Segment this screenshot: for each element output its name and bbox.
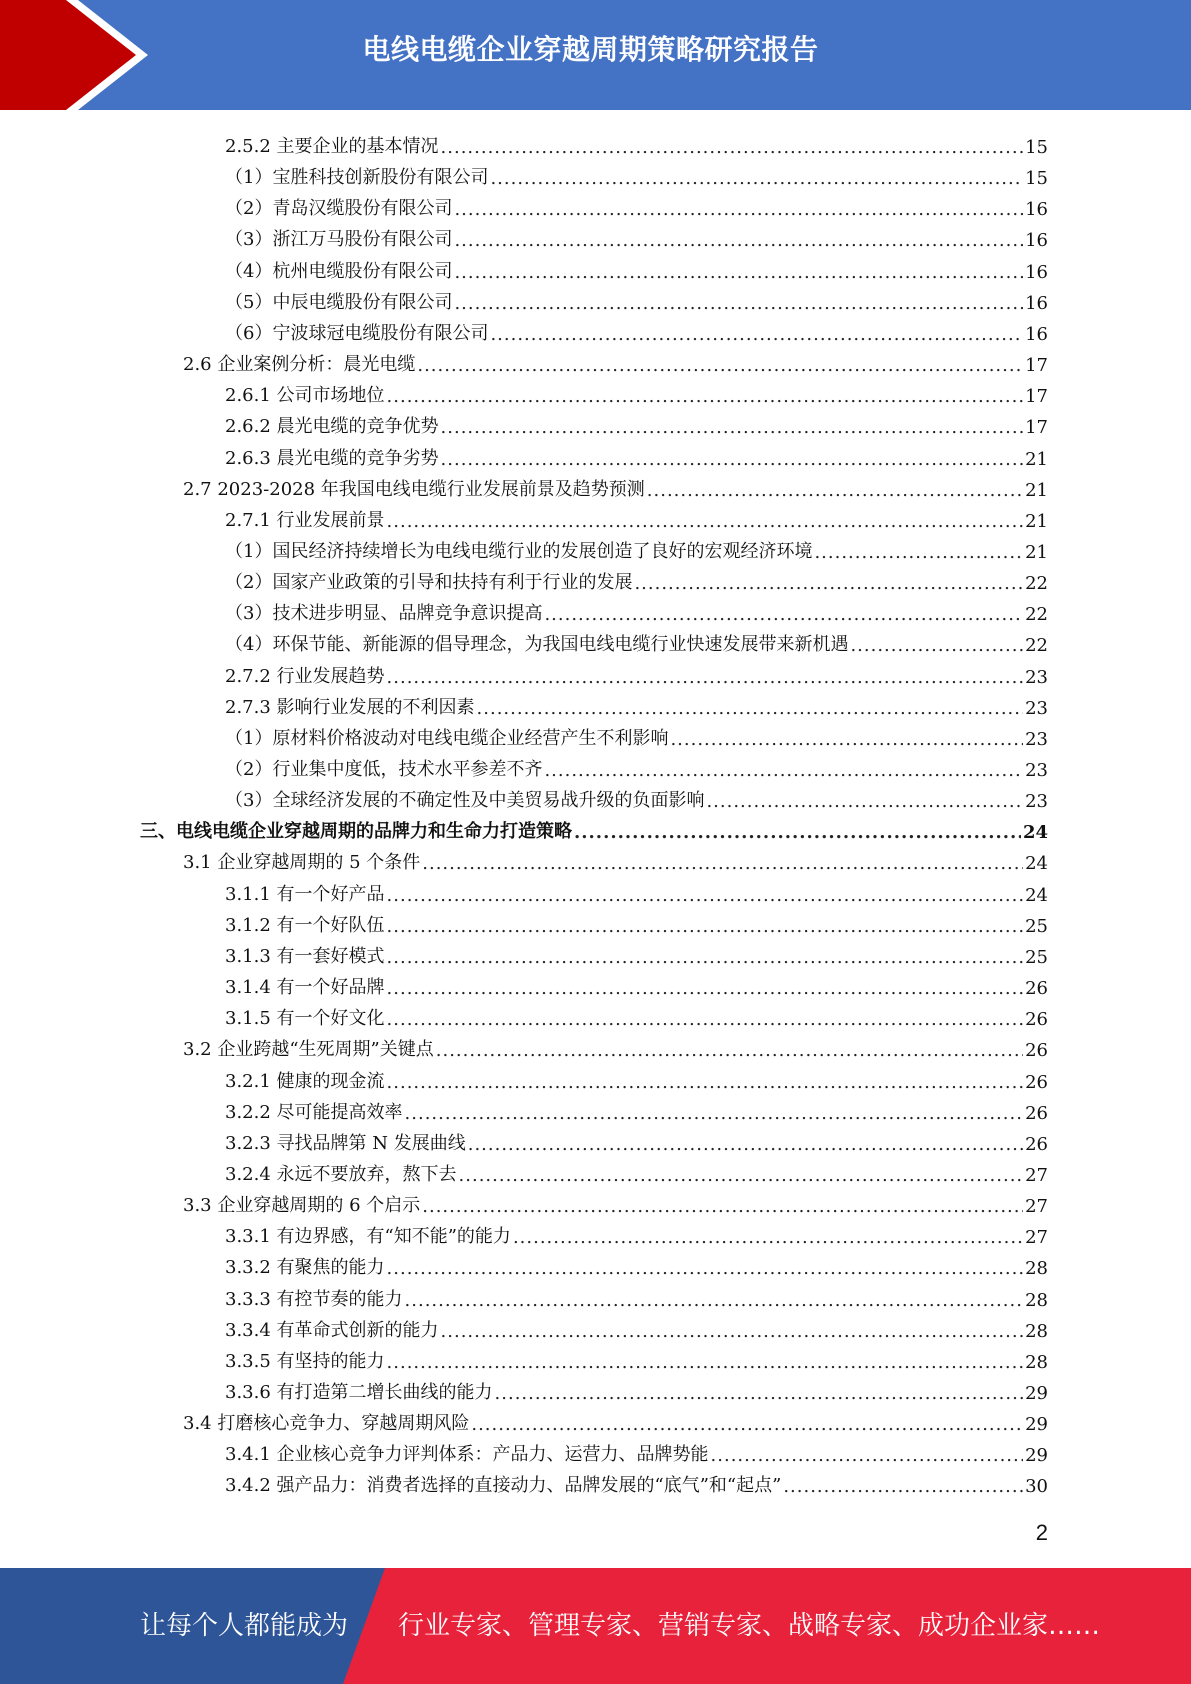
toc-entry[interactable] (225, 1311, 1048, 1342)
toc-entry[interactable] (225, 532, 1048, 563)
toc-entry[interactable] (225, 968, 1048, 999)
toc-dot-leader (387, 947, 1024, 968)
toc-dot-leader (783, 1476, 1023, 1497)
toc-entry-title: 2.7 2023-2028 年我国电线电缆行业发展前景及趋势预测 (183, 478, 645, 500)
toc-entry[interactable] (225, 750, 1048, 781)
toc-entry-page: 21 (1025, 448, 1048, 470)
toc-entry[interactable] (225, 563, 1048, 594)
toc-entry-title: （6）宁波球冠电缆股份有限公司 (225, 322, 489, 344)
toc-dot-leader (711, 1445, 1024, 1466)
toc-entry[interactable] (225, 439, 1048, 470)
toc-entry-page: 22 (1025, 635, 1048, 657)
toc-entry[interactable] (140, 812, 1048, 843)
toc-dot-leader (454, 199, 1023, 220)
toc-entry-page: 17 (1025, 417, 1048, 439)
toc-entry-title: 2.6.2 晨光电缆的竞争优势 (225, 416, 439, 438)
toc-dot-leader (670, 729, 1023, 750)
toc-entry-page: 28 (1025, 1289, 1048, 1311)
toc-entry-page: 21 (1025, 479, 1048, 501)
toc-entry[interactable] (225, 1093, 1048, 1124)
toc-entry-page: 23 (1025, 728, 1048, 750)
toc-entry-page: 27 (1025, 1196, 1048, 1218)
toc-dot-leader (441, 449, 1024, 470)
toc-dot-leader (387, 1258, 1024, 1279)
toc-entry[interactable] (225, 1435, 1048, 1466)
toc-dot-leader (422, 853, 1023, 874)
toc-entry-page: 24 (1025, 884, 1048, 906)
toc-dot-leader (544, 760, 1023, 781)
toc-entry-page: 17 (1025, 386, 1048, 408)
toc-dot-leader (490, 168, 1023, 189)
toc-entry-page: 28 (1025, 1351, 1048, 1373)
toc-dot-leader (647, 480, 1023, 501)
toc-dot-leader (490, 324, 1023, 345)
toc-dot-leader (387, 916, 1024, 937)
toc-entry-title: 2.7.3 影响行业发展的不利因素 (225, 696, 475, 718)
toc-entry[interactable] (225, 875, 1048, 906)
toc-dot-leader (387, 1009, 1024, 1030)
toc-entry[interactable] (225, 657, 1048, 688)
toc-entry[interactable] (225, 1248, 1048, 1279)
toc-entry-page: 16 (1025, 261, 1048, 283)
toc-entry-title: （3）浙江万马股份有限公司 (225, 229, 453, 251)
toc-entry[interactable] (225, 158, 1048, 189)
toc-entry[interactable] (225, 189, 1048, 220)
toc-entry-title: （2）行业集中度低，技术水平参差不齐 (225, 759, 543, 780)
toc-entry-title: 2.5.2 主要企业的基本情况 (225, 136, 439, 157)
toc-entry[interactable] (225, 999, 1048, 1030)
toc-dot-leader (405, 1103, 1024, 1124)
toc-entry-title: 3.3.6 有打造第二增长曲线的能力 (225, 1382, 493, 1403)
toc-entry-page: 24 (1022, 822, 1048, 844)
toc-entry-page: 26 (1025, 1071, 1048, 1093)
toc-entry[interactable] (183, 345, 1048, 376)
toc-entry[interactable] (225, 719, 1048, 750)
toc-entry[interactable] (183, 1030, 1048, 1061)
toc-entry-page: 25 (1025, 946, 1048, 968)
page-footer (0, 1568, 1191, 1684)
toc-dot-leader (387, 978, 1024, 999)
toc-entry-title: 3.2 企业跨越“生死周期”关键点 (183, 1039, 434, 1061)
toc-entry-title: 3.1.4 有一个好品牌 (225, 977, 385, 999)
toc-dot-leader (387, 386, 1024, 407)
toc-dot-leader (513, 1227, 1023, 1248)
toc-dot-leader (574, 822, 1021, 843)
toc-entry-title: 3.2.4 永远不要放弃，熬下去 (225, 1163, 457, 1185)
toc-entry-page: 27 (1025, 1227, 1048, 1249)
toc-entry-page: 29 (1025, 1445, 1048, 1467)
toc-entry-page: 16 (1025, 230, 1048, 252)
toc-entry-title: 3.3.5 有坚持的能力 (225, 1350, 385, 1372)
toc-entry-title: （2）青岛汉缆股份有限公司 (225, 198, 453, 220)
toc-dot-leader (495, 1383, 1024, 1404)
toc-entry-page: 27 (1025, 1164, 1048, 1186)
toc-entry[interactable] (225, 1373, 1048, 1404)
toc-entry-title: 3.1.2 有一个好队伍 (225, 914, 385, 936)
toc-entry-page: 16 (1025, 199, 1048, 221)
toc-entry-title: 2.7.1 行业发展前景 (225, 509, 385, 531)
toc-dot-leader (436, 1040, 1023, 1061)
toc-entry-page: 26 (1025, 1133, 1048, 1155)
toc-dot-leader (544, 604, 1023, 625)
toc-entry-title: （1）原材料价格波动对电线电缆企业经营产生不利影响 (225, 727, 669, 749)
toc-entry-title: 3.4 打磨核心竞争力、穿越周期风险 (183, 1413, 470, 1435)
page-number: 2 (1035, 1520, 1048, 1545)
toc-dot-leader (706, 791, 1023, 812)
toc-entry-page: 24 (1025, 853, 1048, 875)
toc-entry[interactable] (225, 407, 1048, 438)
toc-dot-leader (459, 1165, 1024, 1186)
toc-dot-leader (441, 1321, 1024, 1342)
toc-entry-title: 3.3.2 有聚焦的能力 (225, 1257, 385, 1279)
toc-entry-page: 21 (1025, 510, 1048, 532)
toc-entry[interactable] (225, 937, 1048, 968)
toc-entry-page: 26 (1025, 1102, 1048, 1124)
toc-entry-page: 26 (1025, 1040, 1048, 1062)
toc-entry-page: 23 (1025, 666, 1048, 688)
page-header (0, 0, 1191, 110)
toc-entry-page: 29 (1025, 1383, 1048, 1404)
toc-dot-leader (441, 137, 1024, 158)
toc-entry-page: 23 (1025, 791, 1048, 813)
toc-entry-page: 26 (1025, 1009, 1048, 1031)
toc-entry[interactable] (225, 501, 1048, 532)
toc-dot-leader (387, 1072, 1024, 1093)
toc-dot-leader (387, 667, 1024, 688)
toc-entry[interactable] (225, 1124, 1048, 1155)
toc-entry-title: 3.1.5 有一个好文化 (225, 1008, 385, 1030)
toc-entry-title: （4）杭州电缆股份有限公司 (225, 260, 453, 282)
toc-entry[interactable] (183, 1404, 1048, 1435)
toc-entry[interactable] (225, 594, 1048, 625)
toc-entry-page: 23 (1025, 760, 1048, 781)
toc-entry-page: 21 (1025, 541, 1048, 563)
toc-entry-page: 16 (1025, 292, 1048, 314)
toc-entry[interactable] (225, 1342, 1048, 1373)
toc-dot-leader (387, 511, 1024, 532)
footer-slogan-left: 让每个人都能成为 (140, 1611, 349, 1641)
toc-entry-title: 3.2.1 健康的现金流 (225, 1070, 385, 1092)
toc-entry-page: 16 (1025, 323, 1048, 345)
toc-entry[interactable] (183, 1186, 1048, 1217)
toc-entry[interactable] (183, 843, 1048, 874)
toc-entry-title: 3.4.1 企业核心竞争力评判体系：产品力、运营力、品牌势能 (225, 1444, 709, 1466)
toc-entry-title: 三、电线电缆企业穿越周期的品牌力和生命力打造策略 (140, 821, 572, 843)
toc-entry-title: 2.6 企业案例分析：晨光电缆 (183, 354, 416, 376)
toc-entry[interactable] (225, 781, 1048, 812)
toc-entry-page: 30 (1025, 1476, 1048, 1498)
toc-entry-page: 17 (1025, 355, 1048, 377)
toc-entry[interactable] (225, 1217, 1048, 1248)
toc-entry-page: 28 (1025, 1258, 1048, 1280)
toc-dot-leader (850, 635, 1023, 656)
toc-dot-leader (454, 262, 1023, 283)
toc-entry-title: （3）技术进步明显、品牌竞争意识提高 (225, 603, 543, 625)
toc-dot-leader (405, 1290, 1024, 1311)
toc-dot-leader (417, 355, 1023, 376)
toc-entry-title: 3.3.3 有控节奏的能力 (225, 1288, 403, 1310)
footer-slogan-right: 行业专家、管理专家、营销专家、战略专家、成功企业家…… (398, 1611, 1101, 1641)
toc-entry-title: 3.1 企业穿越周期的 5 个条件 (183, 852, 421, 874)
toc-entry-page: 15 (1025, 168, 1048, 190)
toc-entry-title: 3.1.3 有一套好模式 (225, 945, 385, 967)
toc-entry[interactable] (225, 252, 1048, 283)
toc-entry-title: （1）国民经济持续增长为电线电缆行业的发展创造了良好的宏观经济环境 (225, 540, 813, 562)
toc-entry[interactable] (225, 1155, 1048, 1186)
toc-entry[interactable] (225, 376, 1048, 407)
toc-entry[interactable] (225, 314, 1048, 345)
toc-entry-title: （4）环保节能、新能源的倡导理念，为我国电线电缆行业快速发展带来新机遇 (225, 634, 849, 656)
toc-entry-page: 25 (1025, 915, 1048, 937)
toc-entry-page: 29 (1025, 1414, 1048, 1436)
toc-entry[interactable] (183, 470, 1048, 501)
toc-entry-page: 26 (1025, 978, 1048, 1000)
toc-entry-title: 3.3.1 有边界感，有“知不能”的能力 (225, 1226, 511, 1248)
toc-dot-leader (441, 417, 1024, 438)
toc-entry[interactable] (225, 220, 1048, 251)
toc-entry-page: 22 (1025, 604, 1048, 626)
toc-dot-leader (387, 885, 1024, 906)
toc-entry-page: 23 (1025, 697, 1048, 719)
toc-dot-leader (471, 1414, 1023, 1435)
toc-entry-title: 3.3 企业穿越周期的 6 个启示 (183, 1195, 421, 1217)
toc-entry-title: 2.6.1 公司市场地位 (225, 385, 385, 407)
toc-entry-page: 22 (1025, 573, 1048, 595)
toc-dot-leader (454, 230, 1023, 251)
toc-entry[interactable] (225, 1280, 1048, 1311)
toc-entry[interactable] (225, 127, 1048, 158)
toc-entry[interactable] (225, 906, 1048, 937)
toc-dot-leader (422, 1196, 1023, 1217)
report-title: 电线电缆企业穿越周期策略研究报告 (362, 33, 819, 66)
toc-entry-title: 2.6.3 晨光电缆的竞争劣势 (225, 447, 439, 469)
toc-entry-title: （1）宝胜科技创新股份有限公司 (225, 167, 489, 189)
toc-entry-title: （2）国家产业政策的引导和扶持有利于行业的发展 (225, 572, 633, 594)
toc-entry[interactable] (225, 1062, 1048, 1093)
toc-dot-leader (477, 698, 1024, 719)
toc-dot-leader (387, 1352, 1024, 1373)
toc-entry-title: （3）全球经济发展的不确定性及中美贸易战升级的负面影响 (225, 790, 705, 812)
toc-entry[interactable] (225, 688, 1048, 719)
toc-entry-title: 3.3.4 有革命式创新的能力 (225, 1319, 439, 1341)
toc-entry-title: 2.7.2 行业发展趋势 (225, 665, 385, 687)
toc-entry-page: 15 (1025, 137, 1048, 158)
toc-dot-leader (468, 1134, 1023, 1155)
toc-dot-leader (454, 293, 1023, 314)
toc-entry-title: 3.2.2 尽可能提高效率 (225, 1101, 403, 1123)
toc-entry-title: 3.1.1 有一个好产品 (225, 883, 385, 905)
toc-entry-page: 28 (1025, 1320, 1048, 1342)
toc-entry-title: 3.4.2 强产品力：消费者选择的直接动力、品牌发展的“底气”和“起点” (225, 1475, 782, 1497)
toc-entry[interactable] (225, 1466, 1048, 1497)
toc-entry[interactable] (225, 283, 1048, 314)
toc-dot-leader (634, 573, 1023, 594)
toc-dot-leader (814, 542, 1023, 563)
toc-entry[interactable] (225, 625, 1048, 656)
toc-entry-title: （5）中辰电缆股份有限公司 (225, 291, 453, 313)
toc-entry-title: 3.2.3 寻找品牌第 N 发展曲线 (225, 1132, 466, 1154)
